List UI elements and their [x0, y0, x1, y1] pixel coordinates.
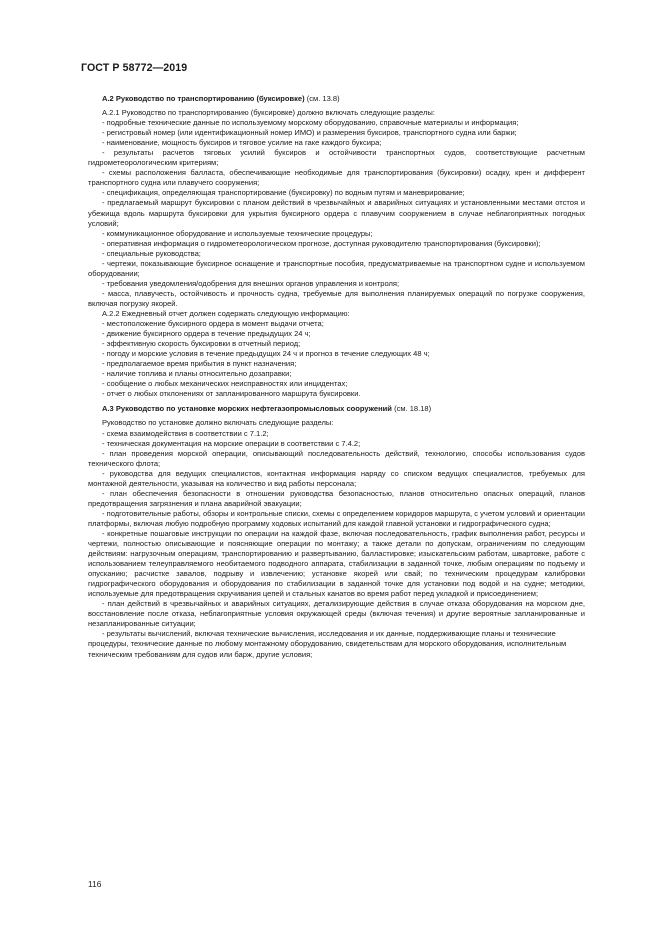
a2-list-item: - специальные руководства;	[102, 248, 201, 258]
section-a3-title: А.3 Руководство по установке морских нефтегазопромысловых сооружений	[102, 404, 392, 414]
page-number: 116	[88, 879, 102, 889]
a2-list-item: - масса, плавучесть, остойчивость и прочность судна, требуемые для выполнения планируемых операций по погрузке сооружения, включая погрузку якорей.	[88, 288, 585, 308]
a2-2-list-item: - сообщение о любых механических неисправностях или инцидентах;	[102, 379, 348, 389]
a2-list-item: - коммуникационное оборудование и используемые технические процедуры;	[102, 228, 373, 238]
a2-2-list-item: - наличие топлива и планы относительно дозаправки;	[102, 369, 292, 379]
section-a2-heading	[88, 94, 585, 104]
a3-list-item: - руководства для ведущих специалистов, контактная информация наряду со списком ведущих специалистов, требуемых для монтажной деятельности, указывая на количество и вид работы персонала;	[88, 468, 585, 488]
a3-list-item: - план проведения морской операции, описывающий последовательность действий, технологию, способы использования судов технического флота;	[88, 448, 585, 468]
a3-list-item: - схема взаимодействия в соответствии с 7.1.2;	[102, 428, 269, 438]
page-content	[88, 94, 585, 660]
a2-list-item: - чертежи, показывающие буксирное оснащение и транспортные пособия, предусматриваемые на транспортном судне и используемом оборудовании;	[88, 258, 585, 278]
a3-paragraph: Руководство по установке должно включать следующие разделы:	[102, 418, 334, 428]
a3-list-item: - конкретные пошаговые инструкции по операции на каждой фазе, включая последовательность, график выполнения работ, ресурсы и чертежи, полностью описывающие и поясняющие операции по монтажу; а также детали по допускам, ограничениям по следующим действиям: нагрузочным операциям, транспортированию и развертыванию, балластировке; изыскательским работам, швартовке, работе с использованием телеуправляемого необитаемого подводного аппарата, стабилизации в заданной точке, любым операциям по подъему и опусканию; расчистке завалов, подрыву и извлечению; установке якорей или свай; по техническим процедурам калибровки гидрографического оборудования и оборудования по стабилизации в заданной точке для установки под водой и на судне; методики, используемые для предотвращения скручивания цепей и стальных канатов во время работ перед укладкой и присоединением;	[88, 528, 585, 599]
section-a2-ref: (см. 13.8)	[306, 94, 340, 103]
a2-2-paragraph: А.2.2 Ежедневный отчет должен содержать следующую информацию:	[102, 308, 350, 318]
a2-2-list-item: - погоду и морские условия в течение предыдущих 24 ч и прогноз в течение следующих 48 ч;	[102, 349, 430, 359]
a2-list-item: - требования уведомления/одобрения для внешних органов управления и контроля;	[102, 278, 400, 288]
a3-list-item: - план действий в чрезвычайных и аварийных ситуациях, детализирующие действия в случае отказа оборудования на морском дне, восстановление после отказа, неблагоприятные условия окружающей среды (включая течения) и другие вероятные запланированные и незапланированные ситуации;	[88, 599, 585, 629]
a3-list-item: - план обеспечения безопасности в отношении руководства безопасностью, планов относительно опасных операций, планов предотвращения загрязнения и плана аварийной эвакуации;	[88, 488, 585, 508]
section-a3-ref: (см. 18.18)	[394, 404, 432, 414]
a2-list-item: - подробные технические данные по используемому морскому оборудованию, справочные материалы и информация;	[102, 118, 519, 128]
a2-list-item: - регистровый номер (или идентификационный номер ИМО) и размерения буксиров, транспортного судна или баржи;	[102, 128, 517, 138]
a3-list-item: - результаты вычислений, включая технические вычисления, исследования и их данные, поддерживающие планы и технические процедуры, технические данные по любому монтажному оборудованию, свидетельствам для морского оборудования, исполнительным техническим требованиям для судов или барж, другие условия;	[88, 629, 567, 659]
document-code: ГОСТ Р 58772—2019	[81, 62, 188, 74]
a2-2-list-item: - эффективную скорость буксировки в отчетный период;	[102, 339, 301, 349]
section-a2-title: А.2 Руководство по транспортированию (буксировке)	[102, 94, 305, 103]
a2-list-item: - результаты расчетов тяговых усилий буксиров и остойчивости транспортных судов, соответствующие расчетным гидрометеорологическим критериям;	[88, 148, 585, 168]
a2-2-list-item: - местоположение буксирного ордера в момент выдачи отчета;	[102, 319, 324, 329]
a2-2-list-item: - движение буксирного ордера в течение предыдущих 24 ч;	[102, 329, 311, 339]
a2-paragraph: А.2.1 Руководство по транспортированию (буксировке) должно включать следующие разделы:	[102, 108, 435, 118]
a2-list-item: - спецификация, определяющая транспортирование (буксировку) по водным путям и маневрирование;	[102, 188, 465, 198]
a2-list-item: - схемы расположения балласта, обеспечивающие необходимые для транспортирования (буксировки) осадку, крен и дифферент транспортного судна или плавучего сооружения;	[88, 168, 585, 188]
a3-list-item: - подготовительные работы, обзоры и контрольные списки, схемы с определением коридоров маршрута, с учетом условий и ориентации платформы, включая любую подробную программу ходовых испытаний для каждой главной установки и гидрографического судна;	[88, 508, 585, 528]
a2-2-list-item: - отчет о любых отклонениях от запланированного маршрута буксировки.	[102, 389, 361, 399]
a2-list-item: - предлагаемый маршрут буксировки с планом действий в чрезвычайных и аварийных ситуациях и установленными местами отстоя и убежища вдоль маршрута буксировки для укрытия буксирного ордера с плавучим сооружением в случае неблагоприятных погодных условий;	[88, 198, 585, 228]
a2-2-list-item: - предполагаемое время прибытия в пункт назначения;	[102, 359, 297, 369]
section-a3-heading	[88, 404, 585, 414]
a2-list-item: - наименование, мощность буксиров и тяговое усилие на гаке каждого буксира;	[102, 138, 382, 148]
a2-list-item: - оперативная информация о гидрометеорологическом прогнозе, доступная руководителю транспортирования (буксировки);	[102, 238, 541, 248]
a3-list-item: - техническая документация на морские операции в соответствии с 7.4.2;	[102, 438, 361, 448]
